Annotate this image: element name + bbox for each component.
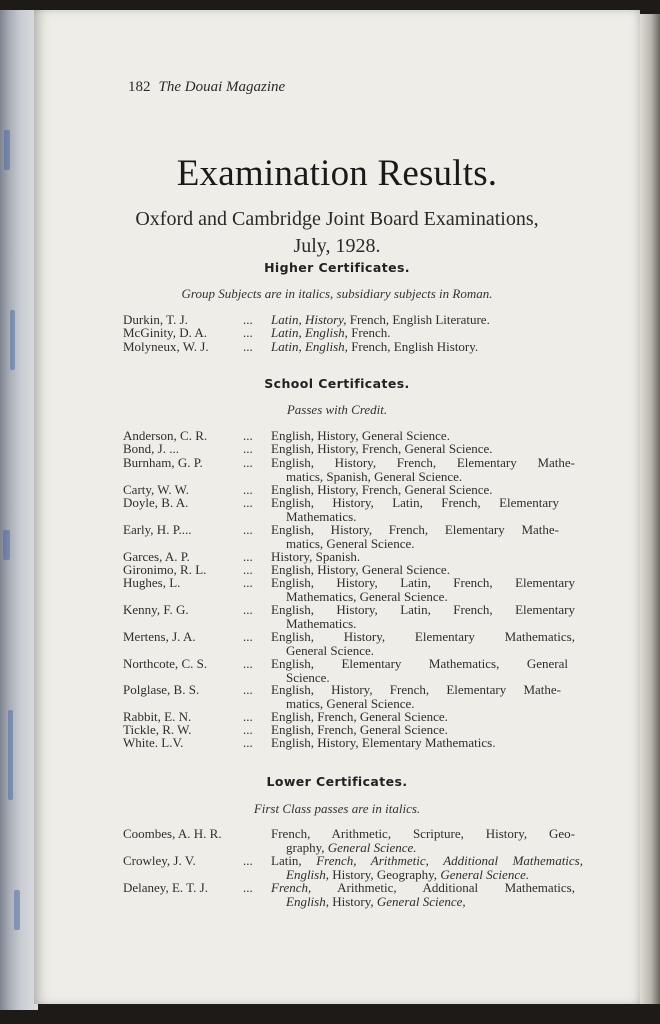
leader-dots: ... [243, 735, 253, 750]
candidate-name: Bond, J. ... [123, 441, 179, 456]
subjects-line: English, History, General Science. [271, 428, 450, 443]
subjects-line: English, French, General Science. [271, 722, 448, 737]
candidate-name: Doyle, B. A. [123, 495, 189, 510]
book-page-edges [0, 10, 38, 1010]
subjects-line: English, History, French, General Science. [271, 441, 493, 456]
leader-dots: ... [243, 549, 253, 564]
leader-dots: ... [243, 682, 253, 697]
running-head [128, 79, 285, 96]
magazine-name: The Douai Magazine [158, 79, 286, 95]
first-class-subject: French, [271, 880, 312, 895]
subjects-line [271, 868, 583, 882]
leader-dots: ... [243, 495, 253, 510]
candidate-name: White. L.V. [123, 735, 184, 750]
leader-dots: ... [243, 602, 253, 617]
leader-dots: ... [243, 562, 253, 577]
subjects-line: matics, Spanish, General Science. [286, 468, 463, 484]
candidate-subjects [271, 496, 575, 523]
subjects-line: Science. [286, 669, 330, 685]
candidate-name: Anderson, C. R. [123, 428, 208, 443]
candidate-name: Burnham, G. P. [123, 455, 203, 470]
candidate-name: Northcote, C. S. [123, 656, 208, 671]
page-title: Examination Results. [176, 153, 498, 194]
candidate-name: Polglase, B. S. [123, 682, 200, 697]
subjects-line: Mathematics. [286, 508, 357, 524]
candidate-subjects [271, 523, 575, 550]
first-class-subject: English, [286, 893, 329, 909]
subjects-line: English, Elementary Mathematics, General [271, 656, 568, 671]
first-class-subject: General Science. [327, 839, 417, 855]
candidate-subjects [271, 683, 575, 710]
first-class-subject: General Science. [440, 866, 530, 882]
candidate-subjects [271, 630, 575, 657]
leader-dots: ... [243, 853, 253, 868]
candidate-subjects [271, 576, 575, 603]
leader-dots: ... [243, 722, 253, 737]
subject-text: graphy, [286, 839, 328, 855]
candidate-name: Crowley, J. V. [123, 853, 196, 868]
first-class-subject: English, [286, 866, 329, 882]
candidate-subjects [271, 736, 575, 750]
subjects-line: English, History, Latin, French, Elementary [271, 495, 559, 510]
candidate-subjects [271, 456, 575, 483]
candidate-name: Mertens, J. A. [123, 629, 196, 644]
leader-dots: ... [243, 880, 253, 895]
candidate-name: Rabbit, E. N. [123, 709, 192, 724]
group-subjects: Latin, English, [271, 339, 348, 354]
candidate-name: Molyneux, W. J. [123, 339, 209, 354]
group-subjects: Latin, English, [271, 325, 348, 340]
subjects-line: matics, General Science. [286, 695, 415, 711]
candidate-subjects [271, 340, 601, 354]
subjects-line: English, History, Elementary Mathematics, [271, 629, 575, 644]
higher-certificates-heading: Higher Certificates. [264, 260, 410, 275]
candidate-name: Garces, A. P. [123, 549, 190, 564]
subjects-line [271, 895, 575, 909]
leader-dots: ... [243, 441, 253, 456]
subjects-line: English, History, Elementary Mathematics. [271, 735, 496, 750]
exam-board-subtitle: Oxford and Cambridge Joint Board Examinations, [135, 208, 539, 230]
first-class-subject: French, Arithmetic, Additional Mathematics, [316, 853, 583, 868]
subjects-line [271, 881, 575, 895]
subjects-line: English, History, General Science. [271, 562, 450, 577]
candidate-subjects [271, 326, 601, 340]
lower-certificates-heading: Lower Certificates. [266, 774, 408, 789]
leader-dots: ... [243, 455, 253, 470]
candidate-name: Early, H. P.... [123, 522, 192, 537]
higher-certificates-note: Group Subjects are in italics, subsidiary subjects in Roman. [181, 286, 493, 301]
subjects-line: General Science. [286, 642, 375, 658]
candidate-name: Carty, W. W. [123, 482, 189, 497]
subjects-line: English, French, General Science. [271, 709, 448, 724]
leader-dots: ... [243, 629, 253, 644]
candidate-name: Kenny, F. G. [123, 602, 189, 617]
leader-dots: ... [243, 339, 253, 354]
candidate-name: Tickle, R. W. [123, 722, 192, 737]
subjects-line: English, History, French, Elementary Mathe- [271, 682, 561, 697]
candidate-subjects [271, 657, 575, 684]
exam-date: July, 1928. [293, 235, 381, 257]
subject-text: Arithmetic, Additional Mathematics, [311, 880, 575, 895]
leader-dots: ... [243, 522, 253, 537]
school-certificates-heading: School Certificates. [264, 376, 410, 391]
subject-text: History, Geography, [328, 866, 441, 882]
school-certificates-note: Passes with Credit. [286, 402, 388, 417]
candidate-name: Gironimo, R. L. [123, 562, 207, 577]
lower-certificates-note: First Class passes are in italics. [253, 801, 421, 816]
group-subjects: Latin, History, [271, 312, 347, 327]
candidate-subjects [271, 854, 583, 881]
subjects-line: Mathematics, General Science. [286, 588, 448, 604]
subjects-line: History, Spanish. [271, 549, 361, 564]
candidate-name: McGinity, D. A. [123, 325, 208, 340]
book-right-edge [638, 14, 660, 1004]
subjects-line: Mathematics. [286, 615, 357, 631]
subjects-line: English, History, French, Elementary Mathe- [271, 522, 559, 537]
subjects-line: matics, General Science. [286, 535, 415, 551]
leader-dots: ... [243, 656, 253, 671]
magazine-page [34, 10, 640, 1004]
candidate-subjects [271, 442, 575, 456]
subjects-line: English, History, Latin, French, Elementary [271, 575, 575, 590]
subjects-line [271, 854, 583, 868]
candidate-subjects [271, 881, 575, 908]
subject-text: History, [328, 893, 377, 909]
subjects-line: French, Arithmetic, Scripture, History, Geo- [271, 826, 575, 841]
leader-dots: ... [243, 325, 253, 340]
subsidiary-subjects: French, English History. [347, 339, 479, 354]
page-number: 182 [128, 79, 151, 95]
candidate-name: Hughes, L. [123, 575, 181, 590]
subjects-line [271, 841, 575, 855]
leader-dots: ... [243, 312, 253, 327]
subsidiary-subjects: French. [347, 325, 391, 340]
leader-dots: ... [243, 428, 253, 443]
leader-dots: ... [243, 482, 253, 497]
leader-dots: ... [243, 575, 253, 590]
first-class-subject: General Science, [376, 893, 466, 909]
subject-text: Latin, [271, 853, 317, 868]
subjects-line: English, History, French, General Science. [271, 482, 493, 497]
candidate-subjects [271, 827, 575, 854]
subjects-line: English, History, French, Elementary Mathe- [271, 455, 575, 470]
candidate-name: Durkin, T. J. [123, 312, 188, 327]
leader-dots: ... [243, 709, 253, 724]
candidate-subjects [271, 603, 575, 630]
candidate-name: Delaney, E. T. J. [123, 880, 208, 895]
subsidiary-subjects: French, English Literature. [346, 312, 490, 327]
subjects-line: English, History, Latin, French, Elementary [271, 602, 575, 617]
candidate-name: Coombes, A. H. R. [123, 826, 222, 841]
